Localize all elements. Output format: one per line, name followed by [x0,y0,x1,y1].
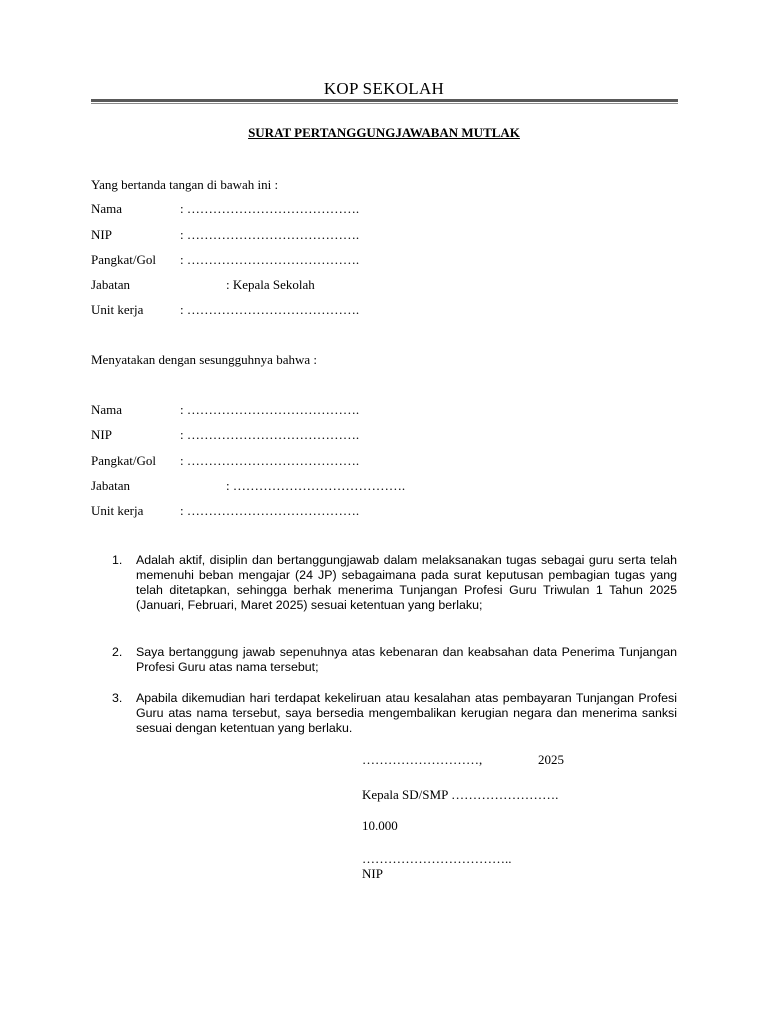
signature-position: Kepala SD/SMP ……………………. [362,787,559,802]
signer-nama-value: : …………………………………. [180,201,360,216]
signer-nip-label: NIP [91,227,112,242]
signer-unit-value: : …………………………………. [180,302,360,317]
signature-place: ………………………, [362,752,483,767]
statement-number: 3. [112,691,123,705]
signer-jabatan-value: : Kepala Sekolah [226,277,315,292]
subject-nama-label: Nama [91,402,123,417]
subject-pangkat-value: : …………………………………. [180,453,360,468]
signature-stamp: 10.000 [362,818,398,833]
signer-unit-label: Unit kerja [91,302,144,317]
subject-pangkat-label: Pangkat/Gol [91,453,156,468]
declaration-text: Menyatakan dengan sesungguhnya bahwa : [91,352,317,367]
signature-year: 2025 [538,752,564,767]
signer-nama-label: Nama [91,201,123,216]
letterhead-rule-thick [91,99,678,102]
signature-nip: NIP [362,866,383,881]
letterhead-rule-thin [91,103,678,104]
statement-number: 1. [112,553,123,567]
subject-jabatan-value: : …………………………………. [226,478,406,493]
signature-name-line: …………………………….. [362,851,512,866]
subject-unit-value: : …………………………………. [180,503,360,518]
intro-text: Yang bertanda tangan di bawah ini : [91,177,279,192]
letterhead-title: KOP SEKOLAH [323,79,445,98]
subject-nip-label: NIP [91,427,112,442]
statement-number: 2. [112,645,123,659]
subject-unit-label: Unit kerja [91,503,144,518]
document-title: SURAT PERTANGGUNGJAWABAN MUTLAK [248,125,520,140]
statement-item: Apabila dikemudian hari terdapat kekeliruan atau kesalahan atas pembayaran Tunjangan Profesi Guru atas nama tersebut, saya bersedia mengembalikan kerugian negara dan menerima sanksi sesuai dengan ketentuan yang berlaku. [136,691,677,735]
signer-nip-value: : …………………………………. [180,227,360,242]
subject-nama-value: : …………………………………. [180,402,360,417]
signer-pangkat-label: Pangkat/Gol [91,252,156,267]
subject-nip-value: : …………………………………. [180,427,360,442]
signer-jabatan-label: Jabatan [91,277,130,292]
subject-jabatan-label: Jabatan [91,478,130,493]
statement-item: Adalah aktif, disiplin dan bertanggungjawab dalam melaksanakan tugas sebagai guru serta telah memenuhi beban mengajar (24 JP) sebagaimana pada surat keputusan pembagian tugas yang telah ditetapkan, sehingga berhak menerima Tunjangan Profesi Guru Triwulan 1 Tahun 2025 (Januari, Februari, Maret 2025) sesuai ketentuan yang berlaku; [136,553,677,612]
statement-item: Saya bertanggung jawab sepenuhnya atas kebenaran dan keabsahan data Penerima Tunjangan Profesi Guru atas nama tersebut; [136,645,677,674]
signer-pangkat-value: : …………………………………. [180,252,360,267]
